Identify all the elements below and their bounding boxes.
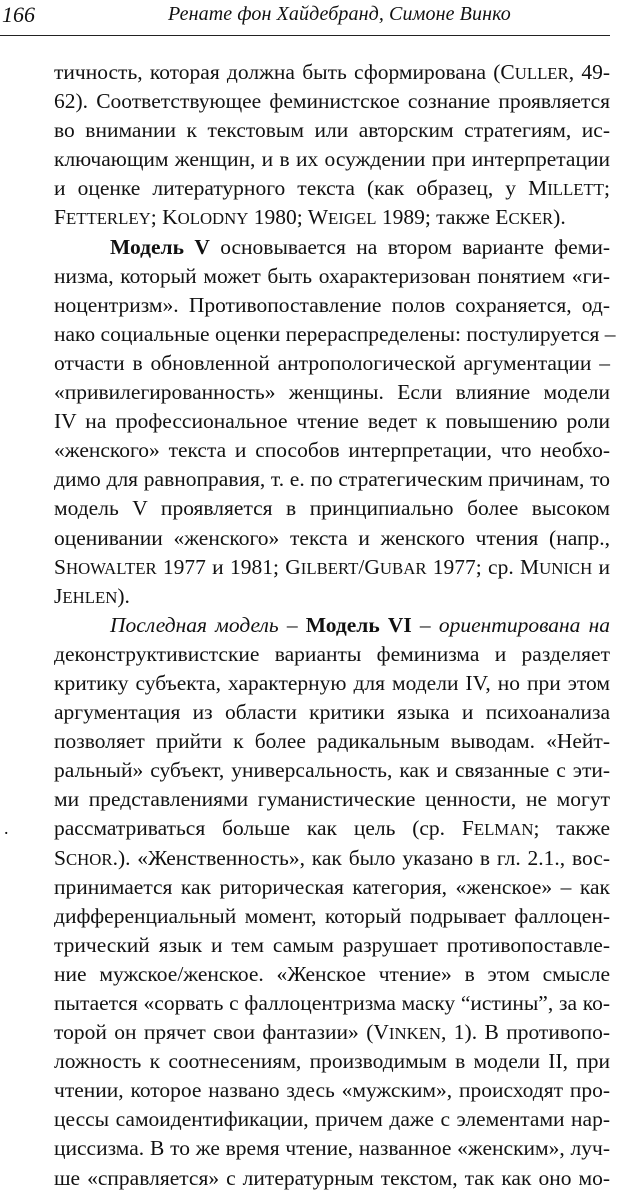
text-line: ние мужское/женское. «Женское чтение» в этом смысле	[54, 961, 610, 986]
text-line: Последная модель – Модель VI – ориентирована на	[110, 612, 611, 637]
text-line: ключающим женщин, и в их осуждении при интерпретации	[54, 147, 610, 172]
page-header	[0, 0, 620, 36]
header-rule	[0, 35, 610, 36]
text-line: тичность, которая должна быть сформирована (CULLER, 49-	[54, 60, 610, 84]
text-line: и оценке литературного текста (как образец, у MILLETT;	[54, 176, 610, 201]
text-line: во внимании к текстовым или авторским стратегиям, ис-	[54, 118, 610, 143]
text-line: циссизма. В то же время чтение, названное «женским», луч-	[54, 1136, 610, 1161]
text-line: низма, который может быть охарактеризован понятием «ги-	[54, 263, 610, 288]
text-line: дифференциальный момент, который подрывает фаллоцен-	[54, 903, 610, 928]
text-line: рассматриваться больше как цель (ср. FELMAN; также	[54, 816, 610, 841]
running-head: Ренате фон Хайдебранд, Симоне Винко	[168, 3, 511, 25]
text-line: JEHLEN).	[54, 583, 130, 608]
text-line: ральный» субъект, универсальность, как и связанные с эти-	[54, 758, 610, 783]
text-line: оценивании «женского» текста и женского чтения (напр.,	[54, 525, 610, 550]
text-line: отчасти в обновленной антропологической аргументации –	[54, 350, 610, 375]
body-text	[54, 58, 616, 1193]
text-line: чтении, которое названо здесь «мужским», происходят про-	[54, 1078, 610, 1103]
text-line: димо для равноправия, т. е. по стратегическим причинам, то	[54, 467, 610, 492]
text-line: аргументация из области критики языка и психоанализа	[54, 700, 610, 725]
text-line: ше «справляется» с литературным текстом, так как оно мо-	[54, 1165, 610, 1190]
text-line: пытается «сорвать с фаллоцентризма маску “истины”, за ко-	[54, 991, 610, 1015]
text-line: SCHOR.). «Женственность», как было указано в гл. 2.1., вос-	[54, 845, 610, 870]
text-line: модель V проявляется в принципиально более высоком	[54, 496, 610, 521]
text-line: SHOWALTER 1977 и 1981; GILBERT/GUBAR 1977; ср. MUNICH и	[54, 554, 610, 579]
text-line: ми представлениями гуманистические ценности, не могут	[54, 787, 610, 812]
text-line: нако социальные оценки перераспределены: постулируется –	[54, 321, 616, 346]
text-line: позволяет прийти к более радикальным выводам. «Нейт-	[54, 729, 610, 754]
text-line: 62). Соответствующее феминистское сознание проявляется	[54, 89, 610, 114]
text-line: торой он прячет свои фантазии» (VINKEN, 1). В противопо-	[54, 1020, 611, 1045]
margin-mark: .	[4, 818, 9, 838]
text-line: Модель V основывается на втором варианте феми-	[110, 234, 610, 259]
text-line: ложность к соотнесениям, производимым в модели II, при	[54, 1049, 610, 1074]
text-line: критику субъекта, характерную для модели IV, но при этом	[54, 670, 610, 695]
page-number: 166	[2, 2, 35, 27]
text-line: ноцентризм». Противопоставление полов сохраняется, од-	[54, 292, 610, 317]
text-line: трический язык и тем самым разрушает противопоставле-	[54, 932, 610, 957]
text-line: цессы самоидентификации, причем даже с элементами нар-	[54, 1107, 610, 1132]
text-line: «женского» текста и способов интерпретации, что необхо-	[54, 438, 610, 463]
text-line: «привилегированность» женщины. Если влияние модели	[54, 380, 610, 405]
text-line: FETTERLEY; KOLODNY 1980; WEIGEL 1989; также ECKER).	[54, 205, 566, 230]
text-line: деконструктивистские варианты феминизма и разделяет	[54, 641, 610, 666]
text-line: IV на профессиональное чтение ведет к повышению роли	[54, 409, 610, 434]
text-line: принимается как риторическая категория, «женское» – как	[54, 874, 610, 899]
